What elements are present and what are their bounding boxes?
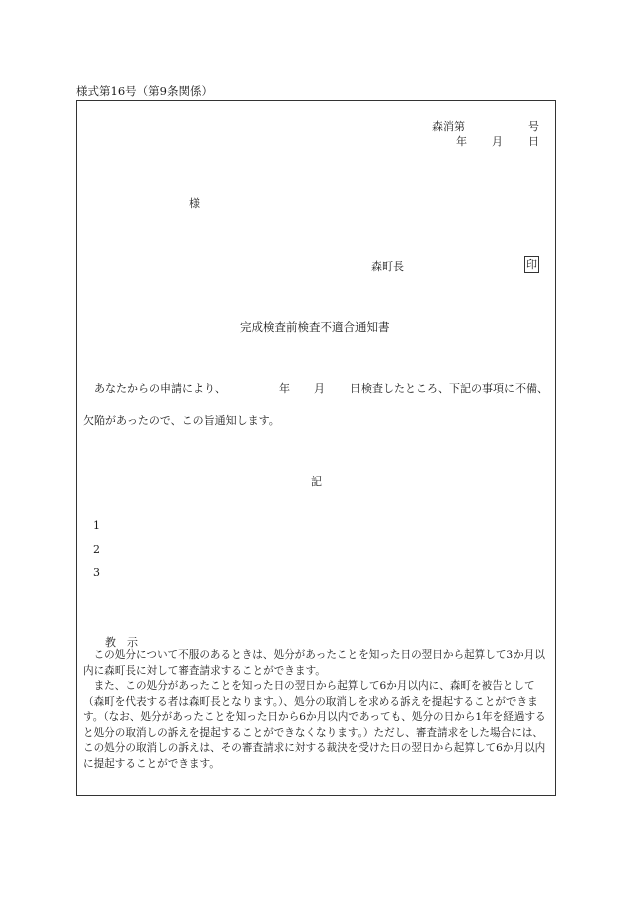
doc-number-prefix: 森消第 <box>432 120 465 133</box>
date-year-label: 年 <box>456 135 467 148</box>
date-day-label: 日 <box>528 135 539 148</box>
kyoji-paragraph-1: この処分について不服のあるときは、処分があったことを知った日の翌日から起算して3か月以内に森町長に対して審査請求することができます。 <box>83 649 545 677</box>
body-line1-month: 月 <box>314 382 325 395</box>
body-line1-start: あなたからの申請により、 <box>94 382 226 395</box>
kyoji-section <box>83 648 553 772</box>
kyoji-heading: 教 示 <box>105 636 138 649</box>
item-number-2: 2 <box>93 543 100 556</box>
seal-mark: 印 <box>526 258 537 271</box>
date-month-label: 月 <box>492 135 503 148</box>
doc-number-suffix: 号 <box>528 120 539 133</box>
addressee-honorific: 様 <box>189 197 200 210</box>
sender-name: 森町長 <box>371 260 404 273</box>
form-number-label: 様式第16号（第9条関係） <box>76 84 213 98</box>
kyoji-paragraph-2: また、この処分があったことを知った日の翌日から起算して6か月以内に、森町を被告として（森町を代表する者は森町長となります。）、処分の取消しを求める訴えを提起することができます。（なお、処分があったことを知った日から6か月以内であっても、処分の日から1年を経過すると処分の取消しの訴えを提起することができなくなります。）ただし、審査請求をした場合には、この処分の取消しの訴えは、その審査請求に対する裁決を受けた日の翌日から起算して6か月以内に提起することができます。 <box>83 680 546 770</box>
ki-heading: 記 <box>311 475 322 488</box>
body-line2: 欠陥があったので、この旨通知します。 <box>83 414 280 427</box>
document-title: 完成検査前検査不適合通知書 <box>240 320 390 334</box>
item-number-1: 1 <box>93 519 100 532</box>
body-line1-year: 年 <box>279 382 290 395</box>
body-line1-end: 日検査したところ、下記の事項に不備、 <box>350 382 548 395</box>
item-number-3: 3 <box>93 566 100 579</box>
